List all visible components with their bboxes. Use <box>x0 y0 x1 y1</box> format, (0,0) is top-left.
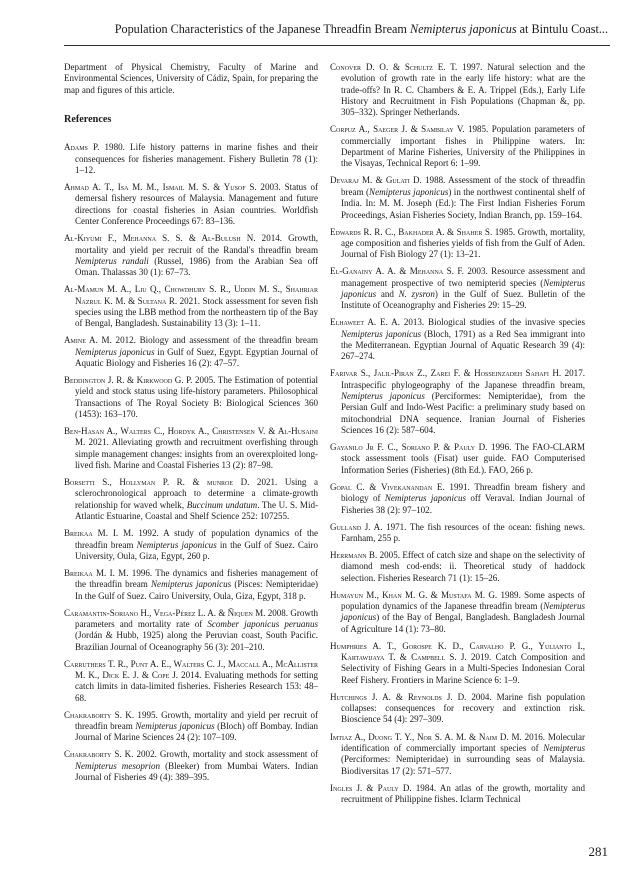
reference-text: 1991. Threadfin bream fishery and biology of <box>341 481 585 504</box>
reference-text: 1997. Natural selection and the evolution of growth rate in the early life history: what are the trade-offs? In R. C. Chambers & E. A. Trippel (Eds.), Early Life History and Recruitment in Fish Populations (Chapman &, pp. 305–332). Springer Netherlands. <box>341 62 585 118</box>
reference-authors: Ingles J. & Pauly D. <box>330 782 412 793</box>
reference-authors: Elhaweet A. E. A. <box>330 317 400 328</box>
left-column <box>64 62 318 789</box>
reference-entry <box>64 142 318 176</box>
reference-entry <box>330 522 585 545</box>
references-heading: References <box>64 114 112 126</box>
reference-authors: Hutchings J. A. & Reynolds J. D. <box>330 691 467 702</box>
reference-italic-text: Nemipterus japonicus <box>136 539 217 550</box>
reference-text: (Bleeker) from Mumbai Waters. Indian Journal of Fisheries 49 (4): 389–395. <box>75 760 318 783</box>
reference-text: and <box>376 288 399 299</box>
reference-text: 2014. Evaluating methods for setting catch limits in data-limited fisheries. Fisheries Research 153: 48–68. <box>75 670 318 703</box>
reference-text: ) in the northwest continental shelf of India. In: M. M. Joseph (Ed.): The First Indian Fisheries Forum Proceedings, Asian Fisheries Society, Indian Branch, pp. 159–164. <box>341 186 586 220</box>
reference-text: 2005. The Estimation of potential yield and stock status using life-history parameters. Philosophical Transactions of The Royal Society B: Biological Sciences 360 (1453): 163–170. <box>75 375 318 420</box>
reference-authors: Breikaa M. I. M. <box>64 528 134 539</box>
reference-text: . The U. S. Mid-Atlantic Estuarine, Coastal and Shelf Science 252: 107255. <box>75 499 318 522</box>
reference-authors: Caramantin-Soriano H., Vega-Pérez L. A. & Ñiquen M. <box>64 607 266 618</box>
reference-entry <box>64 568 318 602</box>
reference-entry <box>64 284 318 329</box>
header-title-italic: Nemipterus japonicus <box>409 22 517 36</box>
reference-text: (Perciformes: Nemipteridae), from the Persian Gulf and Indo-West Pacific: a preliminary study based on mitochondrial DNA sequence. Iranian Journal of Fisheries Sciences 16 (2): 587–604. <box>341 391 585 436</box>
reference-italic-text: Nemipterus mesoprion <box>75 760 161 771</box>
reference-authors: Devaraj M. & Gulati D. <box>330 175 422 186</box>
reference-text: 2012. Biology and assessment of the threadfin bream <box>111 335 318 346</box>
reference-authors: Al-Kiyumi F., Mehanna S. S. & Al-Bulush N. <box>64 233 256 244</box>
reference-text: 2005. Effect of catch size and shape on the selectivity of diamond mesh cod-ends: ii. Theoretical study of haddock selection. Fisheries Research 71 (1): 15–26. <box>341 549 585 583</box>
reference-text: (Jordán & Hubb, 1925) along the Peruvian coast, South Pacific. Brazilian Journal of Oceanography 56 (3): 201–210. <box>75 630 318 652</box>
right-column <box>330 62 585 811</box>
reference-text: 2014. Growth, mortality and yield per recruit of the Randal's threadfin bream <box>75 233 319 255</box>
reference-text: 2003. Resource assessment and management prospective of two nemipterid species ( <box>341 266 585 288</box>
reference-text: 1984. An atlas of the growth, mortality and recruitment of Philippine fishes. Iclarm Technical <box>341 782 585 804</box>
reference-italic-text: Nemipterus japonicus <box>369 186 449 197</box>
reference-authors: Chakraborty S. K. <box>64 749 134 760</box>
reference-authors: Chakraborty S. K. <box>64 709 135 720</box>
reference-text: 2017. Intraspecific phylogeography of the Japanese threadfin bream, <box>341 368 585 390</box>
reference-authors: El-Ganainy A. A. & Mehanna S. F. <box>330 266 464 277</box>
reference-text: 2008. Growth parameters and mortality rate of <box>75 607 318 629</box>
reference-entry <box>330 550 585 584</box>
reference-text: in the Gulf of Suez. Cairo University, Oula, Giza, Egypt, 260 p. <box>75 539 319 561</box>
reference-text: 1992. A study of population dynamics of the threadfin bream <box>75 528 318 550</box>
reference-entry <box>330 482 585 516</box>
reference-entry <box>330 368 585 436</box>
reference-text: 1996. The dynamics and fisheries management of the threadfin bream <box>75 567 319 590</box>
reference-entry <box>330 124 585 169</box>
reference-italic-text: Nemipterus japonicus <box>341 391 425 402</box>
reference-text: 1989. Some aspects of population dynamics of the Japanese threadfin bream ( <box>341 589 586 611</box>
reference-entry <box>64 182 318 227</box>
reference-text: in Gulf of Suez, Egypt. Egyptian Journal of Aquatic Biology and Fisheries 16 (2): 47–57. <box>75 346 318 368</box>
running-header <box>64 22 608 37</box>
reference-text: 1985. Growth, mortality, age composition and fisheries yields of fish from the Gulf of Aden. Journal of Fish Biology 27 (1): 13–21. <box>341 226 586 260</box>
reference-entry <box>330 692 585 726</box>
reference-entry <box>64 233 318 278</box>
reference-italic-text: Nemipterus japonicus <box>341 328 422 339</box>
reference-authors: Ben-Hasan A., Walters C., Hordyk A., Christensen V. & Al-Husaini M. <box>64 426 318 448</box>
reference-authors: Breikaa M. I. M. <box>64 567 129 578</box>
reference-authors: Herrmann B. <box>330 549 378 560</box>
reference-italic-text: Buccinum undatum <box>186 499 258 510</box>
reference-authors: Borsetti S., Hollyman P. R. & munroe D. <box>64 477 250 488</box>
reference-italic-text: Nemipterus randali <box>75 255 149 266</box>
reference-italic-text: Scomber japonicus peruanus <box>207 618 318 629</box>
reference-text: 1996. The FAO-CLARM stock assessment tools (Fisat) user guide. FAO Computerised Information Series (Fisheries) (8th Ed.). FAO, 266 p. <box>341 442 586 475</box>
reference-text: ) of the Bay of Bengal, Bangladesh. Bangladesh Journal of Agriculture 14 (1): 73–80. <box>341 612 585 634</box>
reference-authors: Adams P. <box>64 142 100 153</box>
reference-authors: Al-Mamun M. A., Liu Q., Chowdhury S. R., Uddin M. S., Shahriar Nazrul K. M. & Sultana R. <box>64 284 318 306</box>
acknowledgement-text: Department of Physical Chemistry, Faculty of Marine and Environmental Sciences, University of Cádiz, Spain, for preparing the map and figures of this article. <box>64 62 318 95</box>
reference-entry <box>330 266 585 311</box>
reference-authors: Farivar S., Jalil-Piran Z., Zarei F. & Hosseinzadeh Sahafi H. <box>330 368 562 379</box>
reference-text: (Bloch, 1791) as a Red Sea immigrant into the Mediterranean. Egyptian Journal of Aquatic Research 39 (4): 267–274. <box>341 328 585 362</box>
reference-italic-text: Nemipterus japonicus <box>75 346 155 357</box>
page-number: 281 <box>588 844 608 859</box>
reference-text: 2021. Using a sclerochronological approach to determine a climate-growth relationship for waved whelk, <box>75 477 318 510</box>
reference-authors: Amine A. M. <box>64 335 112 346</box>
reference-text: 2021. Stock assessment for seven fish species using the LBB method from the northeastern tip of the Bay of Bengal, Bangladesh. Sustainability 13 (3): 1–11. <box>75 295 318 329</box>
reference-text: ) in the Gulf of Suez. Bulletin of the Institute of Oceanography and Fisheries 29: 15–29. <box>341 288 585 311</box>
reference-text: 1995. Growth, mortality and yield per recruit of threadfin bream <box>75 709 318 732</box>
reference-entry <box>64 749 318 783</box>
reference-authors: Humphries A. T., Gorospe K. D., Carvalho P. G., Yulianto I., Kartawijaya T. & Campbell S. J. <box>330 640 585 663</box>
reference-italic-text: Nemipterus japonicus <box>341 277 585 299</box>
reference-entry <box>64 659 318 704</box>
reference-entry <box>64 528 318 562</box>
right-reference-list <box>330 62 585 805</box>
reference-text: 2013. Biological studies of the invasive species <box>399 317 585 328</box>
reference-entry <box>330 783 585 806</box>
reference-entry <box>64 477 318 522</box>
reference-authors: Gayanilo Jr F. C., Soriano P. & Pauly D. <box>330 442 488 453</box>
reference-entry <box>64 375 318 420</box>
reference-italic-text: Nemipterus japonicus <box>384 493 467 504</box>
reference-italic-text: Nemipterus japonicus <box>341 601 585 623</box>
reference-entry <box>330 641 585 686</box>
reference-text: 1980. Life history patterns in marine fishes and their consequences for fisheries management. Fishery Bulletin 78 (1): 1–12. <box>75 142 318 176</box>
reference-authors: Ahmad A. T., Isa M. M., Ismail M. S. & Yusof S. <box>64 182 257 193</box>
reference-entry <box>330 62 585 119</box>
reference-italic-text: N. zysron <box>398 288 435 299</box>
reference-text: 2003. Status of demersal fishery resources of Malaysia. Management and future directions for coastal fisheries in Asian countries. Worldfish Center Conference Proceedings 67: 83–136. <box>75 182 319 227</box>
reference-entry <box>330 732 585 777</box>
header-title-pre: Population Characteristics of the Japanese Threadfin Bream <box>114 22 410 36</box>
reference-entry <box>330 317 585 362</box>
reference-text: (Pisces: Nemipteridae) In the Gulf of Suez. Cairo University, Oula, Giza, Egypt, 318 p. <box>75 579 318 601</box>
reference-authors: Gopal C. & Vivekanandan E. <box>330 481 445 492</box>
reference-authors: Gulland J. A. <box>330 521 383 532</box>
reference-text: 1985. Population parameters of commercially important fishes in Philippine waters. In: Department of Marine Fisheries, University of the Philippines in the Visayas, Technical Report 6: 1–99. <box>341 124 585 169</box>
reference-authors: Edwards R. R. C., Bakhader A. & Shaher S. <box>330 226 493 237</box>
reference-text: 1971. The fish resources of the ocean: fishing news. Farnham, 255 p. <box>341 521 585 543</box>
reference-authors: Carruthers T. R., Punt A. E., Walters C. J., Maccall A., McAllister M. K., Dick E. J. & Cope J. <box>64 658 318 681</box>
left-reference-list <box>64 142 318 783</box>
reference-text: 2019. Catch Composition and Selectivity of Fishing Gears in a Multi-Species Indonesian Coral Reef Fishery. Frontiers in Marine Science 6: 1–9. <box>341 652 585 685</box>
reference-text: 2004. Marine fish population collapses: consequences for recovery and extinction risk. Bioscience 54 (4): 297–309. <box>341 691 585 725</box>
reference-italic-text: Nemipterus japonicus <box>151 579 232 590</box>
reference-entry <box>330 590 585 635</box>
reference-text: 2016. Molecular identification of commercially important species of <box>341 731 585 753</box>
reference-text: (Bloch) off Bombay. Indian Journal of Marine Sciences 24 (2): 107–109. <box>75 721 319 743</box>
reference-text: off Veraval. Indian Journal of Fisheries 38 (2): 97–102. <box>341 493 585 515</box>
reference-text: (Perciformes: Nemipteridae) in surrounding seas of Malaysia. Biodiversitas 17 (2): 571–577. <box>341 754 585 776</box>
reference-text: 2021. Alleviating growth and recruitment overfishing through simple management changes: insights from an overexploited long-lived fish. Marine and Coastal Fisheries 13 (2): 87–98. <box>75 437 318 471</box>
reference-entry <box>330 442 585 476</box>
reference-authors: Imtiaz A., Duong T. Y., Nor S. A. M. & Naim D. M. <box>330 731 522 742</box>
reference-authors: Conover D. O. & Schultz E. T. <box>330 62 458 72</box>
header-title-post: at Bintulu Coast... <box>516 22 608 36</box>
reference-text: (Russel, 1986) from the Arabian Sea off Oman. Thalassas 30 (1): 67–73. <box>75 255 318 278</box>
reference-text: 1988. Assessment of the stock of threadfin bream ( <box>341 175 585 197</box>
reference-entry <box>330 227 585 261</box>
reference-authors: Beddington J. R. & Kirkwood G. P. <box>64 375 193 385</box>
reference-authors: Humayun M., Khan M. G. & Mustafa M. G. <box>330 589 498 600</box>
reference-italic-text: Nemipterus <box>543 742 585 753</box>
reference-entry <box>64 335 318 369</box>
reference-text: 2002. Growth, mortality and stock assessment of <box>133 749 318 760</box>
reference-entry <box>64 710 318 744</box>
reference-authors: Corpuz A., Saeger J. & Sambilay V. <box>330 124 465 135</box>
header-rule <box>64 45 610 46</box>
reference-entry <box>330 175 585 220</box>
reference-entry <box>64 608 318 653</box>
reference-italic-text: Nemipterus japonicus <box>135 721 215 732</box>
reference-entry <box>64 426 318 471</box>
